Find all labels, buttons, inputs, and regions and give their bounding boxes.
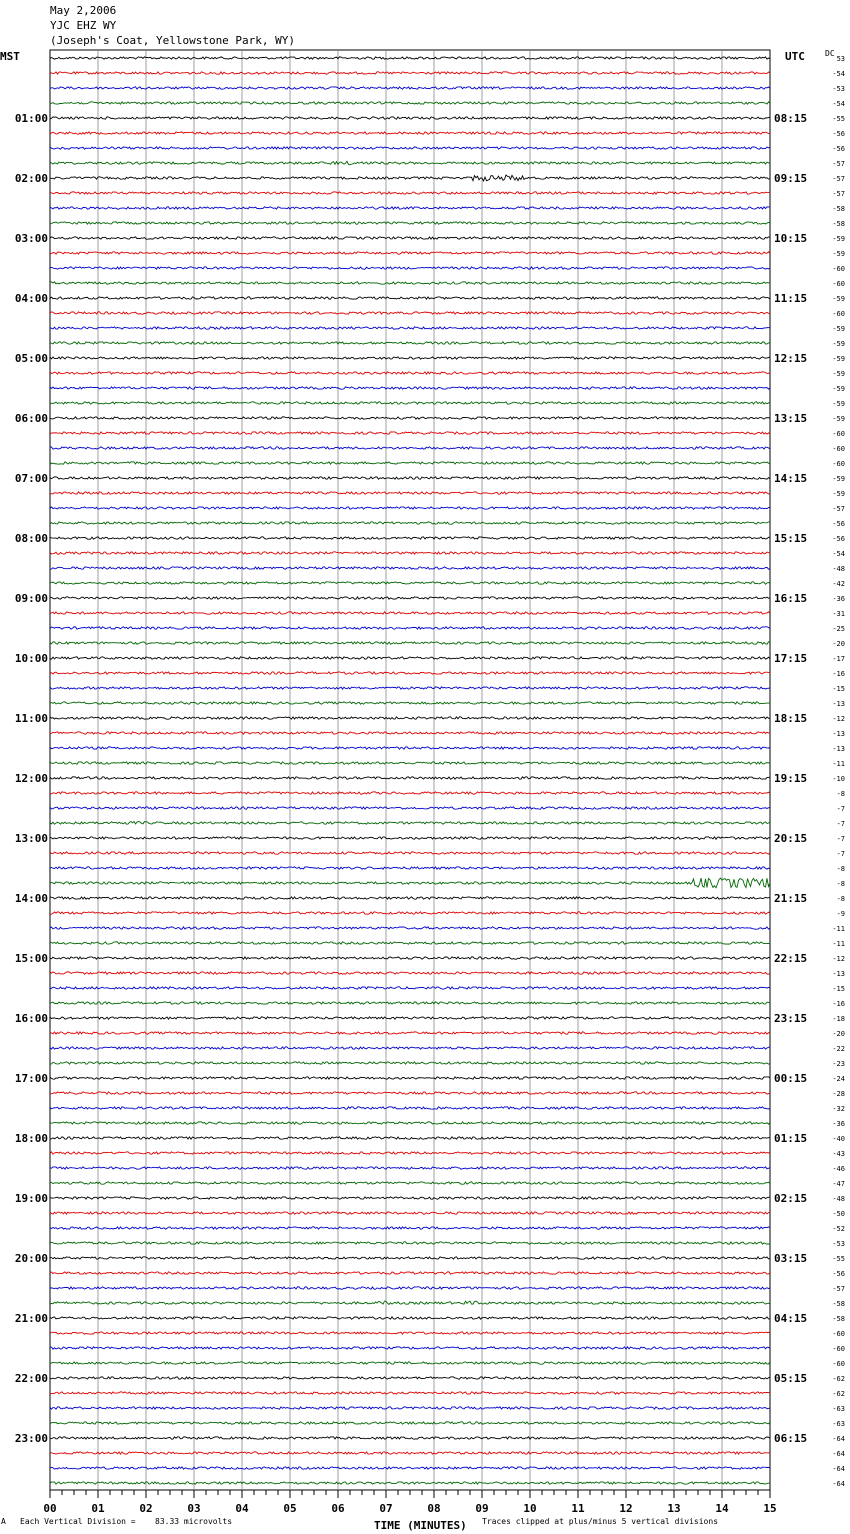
trace-line bbox=[50, 57, 770, 59]
trace-line bbox=[50, 702, 770, 704]
x-tick-label: 06 bbox=[331, 1502, 345, 1515]
trace-line bbox=[50, 1122, 770, 1124]
station-code: YJC EHZ WY bbox=[50, 19, 117, 32]
dc-offset-label: -16 bbox=[832, 1000, 845, 1008]
trace-line bbox=[50, 372, 770, 374]
hour-label-right: 19:15 bbox=[774, 772, 808, 785]
trace-line bbox=[50, 297, 770, 300]
trace-line bbox=[50, 357, 770, 359]
trace-line bbox=[50, 161, 770, 164]
hour-label-left: 11:00 bbox=[14, 712, 48, 725]
trace-line bbox=[50, 1182, 770, 1184]
trace-line bbox=[50, 717, 770, 719]
dc-offset-label: -58 bbox=[832, 220, 845, 228]
dc-offset-label: -40 bbox=[832, 1135, 845, 1143]
trace-line bbox=[50, 897, 770, 899]
trace-line bbox=[50, 207, 770, 209]
dc-offset-label: -59 bbox=[832, 295, 845, 303]
dc-offset-label: -56 bbox=[832, 145, 845, 153]
trace-line bbox=[50, 175, 770, 181]
dc-offset-label: -47 bbox=[832, 1180, 845, 1188]
dc-offset-label: -59 bbox=[832, 250, 845, 258]
dc-offset-label: -31 bbox=[832, 610, 845, 618]
dc-offset-label: -62 bbox=[832, 1390, 845, 1398]
trace-line bbox=[50, 1212, 770, 1214]
trace-line bbox=[50, 821, 770, 824]
hour-label-right: 01:15 bbox=[774, 1132, 808, 1145]
trace-line bbox=[50, 807, 770, 809]
dc-offset-label: -13 bbox=[832, 700, 845, 708]
dc-offset-label: -64 bbox=[832, 1450, 845, 1458]
trace-line bbox=[50, 1482, 770, 1484]
x-tick-label: 14 bbox=[715, 1502, 729, 1515]
dc-offset-label: -57 bbox=[832, 190, 845, 198]
dc-offset-label: -59 bbox=[832, 385, 845, 393]
hour-label-left: 08:00 bbox=[14, 532, 48, 545]
trace-line bbox=[50, 72, 770, 74]
dc-offset-label: -59 bbox=[832, 370, 845, 378]
dc-offset-label: -54 bbox=[832, 70, 845, 78]
dc-offset-label: -15 bbox=[832, 985, 845, 993]
trace-line bbox=[50, 1167, 770, 1169]
dc-offset-label: -43 bbox=[832, 1150, 845, 1158]
right-timezone-label: UTC bbox=[785, 50, 805, 63]
dc-offset-label: -48 bbox=[832, 565, 845, 573]
dc-offset-label: -60 bbox=[832, 1330, 845, 1338]
dc-offset-label: -18 bbox=[832, 1015, 845, 1023]
dc-offset-label: -60 bbox=[832, 1345, 845, 1353]
dc-offset-label: -63 bbox=[832, 1405, 845, 1413]
trace-line bbox=[50, 852, 770, 854]
trace-line bbox=[50, 462, 770, 464]
hour-label-right: 15:15 bbox=[774, 532, 808, 545]
dc-offset-label: -60 bbox=[832, 460, 845, 468]
trace-line bbox=[50, 792, 770, 794]
dc-offset-label: -28 bbox=[832, 1090, 845, 1098]
hour-label-left: 13:00 bbox=[14, 832, 48, 845]
hour-label-right: 11:15 bbox=[774, 292, 808, 305]
trace-line bbox=[50, 1467, 770, 1469]
x-tick-label: 09 bbox=[475, 1502, 489, 1515]
trace-line bbox=[50, 1227, 770, 1229]
trace-line bbox=[50, 1422, 770, 1424]
x-axis-title: TIME (MINUTES) bbox=[374, 1519, 467, 1532]
dc-offset-label: -57 bbox=[832, 505, 845, 513]
trace-line bbox=[50, 1317, 770, 1319]
trace-line bbox=[50, 687, 770, 689]
x-tick-label: 08 bbox=[427, 1502, 441, 1515]
hour-label-left: 16:00 bbox=[14, 1012, 48, 1025]
dc-offset-label: -60 bbox=[832, 280, 845, 288]
trace-line bbox=[50, 1287, 770, 1289]
hour-label-right: 14:15 bbox=[774, 472, 808, 485]
trace-line bbox=[50, 477, 770, 479]
hour-label-right: 06:15 bbox=[774, 1432, 808, 1445]
left-timezone-label: MST bbox=[0, 50, 20, 63]
dc-offset-label: -62 bbox=[832, 1375, 845, 1383]
hour-label-left: 01:00 bbox=[14, 112, 48, 125]
dc-offset-label: -11 bbox=[832, 925, 845, 933]
trace-line bbox=[50, 387, 770, 389]
hour-label-right: 00:15 bbox=[774, 1072, 808, 1085]
dc-offset-label: -57 bbox=[832, 1285, 845, 1293]
dc-offset-label: -20 bbox=[832, 1030, 845, 1038]
x-tick-label: 03 bbox=[187, 1502, 201, 1515]
dc-offset-label: 53 bbox=[836, 55, 845, 63]
dc-offset-label: -59 bbox=[832, 325, 845, 333]
hour-label-left: 05:00 bbox=[14, 352, 48, 365]
dc-offset-label: -10 bbox=[832, 775, 845, 783]
x-tick-label: 05 bbox=[283, 1502, 297, 1515]
dc-offset-label: -56 bbox=[832, 1270, 845, 1278]
trace-line bbox=[50, 1347, 770, 1349]
dc-offset-label: -59 bbox=[832, 475, 845, 483]
hour-label-right: 20:15 bbox=[774, 832, 808, 845]
dc-offset-label: -46 bbox=[832, 1165, 845, 1173]
dc-offset-label: -50 bbox=[832, 1210, 845, 1218]
hour-label-left: 21:00 bbox=[14, 1312, 48, 1325]
dc-offset-label: -64 bbox=[832, 1480, 845, 1488]
dc-offset-label: -58 bbox=[832, 1300, 845, 1308]
dc-offset-label: -15 bbox=[832, 685, 845, 693]
hour-label-right: 23:15 bbox=[774, 1012, 808, 1025]
hour-label-left: 23:00 bbox=[14, 1432, 48, 1445]
hour-label-right: 22:15 bbox=[774, 952, 808, 965]
dc-offset-label: -59 bbox=[832, 400, 845, 408]
trace-line bbox=[50, 402, 770, 404]
hour-label-left: 20:00 bbox=[14, 1252, 48, 1265]
dc-offset-label: -59 bbox=[832, 355, 845, 363]
dc-offset-label: -59 bbox=[832, 415, 845, 423]
hour-label-right: 21:15 bbox=[774, 892, 808, 905]
dc-offset-label: -16 bbox=[832, 670, 845, 678]
trace-line bbox=[50, 732, 770, 734]
dc-offset-label: -60 bbox=[832, 310, 845, 318]
x-tick-label: 11 bbox=[571, 1502, 585, 1515]
trace-line bbox=[50, 507, 770, 509]
dc-offset-label: -12 bbox=[832, 715, 845, 723]
trace-line bbox=[50, 432, 770, 434]
trace-line bbox=[50, 552, 770, 554]
dc-offset-label: -17 bbox=[832, 655, 845, 663]
dc-offset-label: -13 bbox=[832, 970, 845, 978]
trace-line bbox=[50, 492, 770, 494]
trace-line bbox=[50, 1092, 770, 1094]
dc-offset-label: -8 bbox=[836, 790, 845, 798]
dc-offset-label: -24 bbox=[832, 1075, 845, 1083]
dc-offset-label: -7 bbox=[836, 805, 845, 813]
hour-label-right: 02:15 bbox=[774, 1192, 808, 1205]
scale-value: 83.33 microvolts bbox=[155, 1517, 233, 1526]
dc-offset-label: -54 bbox=[832, 100, 845, 108]
trace-line bbox=[50, 1452, 770, 1454]
x-tick-label: 00 bbox=[43, 1502, 57, 1515]
dc-offset-label: -59 bbox=[832, 340, 845, 348]
trace-line bbox=[50, 1332, 770, 1334]
trace-line bbox=[50, 1077, 770, 1079]
dc-offset-label: -53 bbox=[832, 1240, 845, 1248]
trace-line bbox=[50, 942, 770, 944]
trace-line bbox=[50, 132, 770, 134]
trace-line bbox=[50, 447, 770, 449]
dc-offset-label: -36 bbox=[832, 1120, 845, 1128]
trace-line bbox=[50, 237, 770, 239]
dc-offset-label: -52 bbox=[832, 1225, 845, 1233]
trace-line bbox=[50, 1272, 770, 1274]
hour-label-right: 09:15 bbox=[774, 172, 808, 185]
trace-line bbox=[50, 777, 770, 779]
dc-offset-label: -48 bbox=[832, 1195, 845, 1203]
dc-offset-label: -58 bbox=[832, 205, 845, 213]
dc-offset-label: -13 bbox=[832, 730, 845, 738]
dc-offset-label: -55 bbox=[832, 1255, 845, 1263]
dc-offset-label: -13 bbox=[832, 745, 845, 753]
dc-offset-label: -22 bbox=[832, 1045, 845, 1053]
trace-line bbox=[50, 878, 770, 888]
trace-line bbox=[50, 1362, 770, 1364]
trace-line bbox=[50, 342, 770, 344]
x-tick-label: 10 bbox=[523, 1502, 537, 1515]
dc-offset-label: -25 bbox=[832, 625, 845, 633]
hour-label-left: 02:00 bbox=[14, 172, 48, 185]
clip-note: Traces clipped at plus/minus 5 vertical divisions bbox=[482, 1517, 719, 1526]
dc-offset-label: -7 bbox=[836, 850, 845, 858]
trace-line bbox=[50, 522, 770, 524]
trace-line bbox=[50, 1257, 770, 1259]
trace-line bbox=[50, 927, 770, 929]
trace-line bbox=[50, 1301, 770, 1304]
dc-offset-label: -23 bbox=[832, 1060, 845, 1068]
x-tick-label: 02 bbox=[139, 1502, 153, 1515]
trace-line bbox=[50, 327, 770, 329]
x-tick-label: 04 bbox=[235, 1502, 249, 1515]
trace-line bbox=[50, 252, 770, 254]
trace-line bbox=[50, 312, 770, 314]
dc-offset-label: -8 bbox=[836, 880, 845, 888]
dc-offset-label: -9 bbox=[836, 910, 845, 918]
dc-offset-label: -54 bbox=[832, 550, 845, 558]
trace-line bbox=[50, 1017, 770, 1019]
dc-offset-label: -7 bbox=[836, 835, 845, 843]
trace-line bbox=[50, 1407, 770, 1409]
hour-label-left: 15:00 bbox=[14, 952, 48, 965]
dc-offset-label: -64 bbox=[832, 1435, 845, 1443]
trace-line bbox=[50, 642, 770, 644]
dc-offset-label: -56 bbox=[832, 535, 845, 543]
trace-line bbox=[50, 1437, 770, 1439]
dc-offset-label: -57 bbox=[832, 160, 845, 168]
dc-offset-label: -64 bbox=[832, 1465, 845, 1473]
trace-line bbox=[50, 972, 770, 974]
dc-offset-label: -32 bbox=[832, 1105, 845, 1113]
dc-offset-label: -57 bbox=[832, 175, 845, 183]
trace-line bbox=[50, 1152, 770, 1154]
trace-line bbox=[50, 1197, 770, 1199]
hour-label-left: 04:00 bbox=[14, 292, 48, 305]
trace-line bbox=[50, 837, 770, 840]
trace-line bbox=[50, 957, 770, 959]
hour-label-left: 14:00 bbox=[14, 892, 48, 905]
trace-line bbox=[50, 597, 770, 599]
dc-offset-label: -8 bbox=[836, 895, 845, 903]
trace-line bbox=[50, 1137, 770, 1139]
dc-offset-label: -42 bbox=[832, 580, 845, 588]
dc-offset-label: -55 bbox=[832, 115, 845, 123]
trace-line bbox=[50, 567, 770, 569]
trace-line bbox=[50, 417, 770, 419]
hour-label-left: 17:00 bbox=[14, 1072, 48, 1085]
trace-line bbox=[50, 1242, 770, 1244]
trace-line bbox=[50, 267, 770, 269]
dc-offset-label: -59 bbox=[832, 490, 845, 498]
trace-line bbox=[50, 222, 770, 224]
plot-frame bbox=[50, 50, 770, 1490]
trace-line bbox=[50, 1392, 770, 1394]
trace-line bbox=[50, 1377, 770, 1379]
trace-line bbox=[50, 912, 770, 914]
hour-label-left: 10:00 bbox=[14, 652, 48, 665]
trace-line bbox=[50, 192, 770, 194]
hour-label-left: 03:00 bbox=[14, 232, 48, 245]
hour-label-right: 04:15 bbox=[774, 1312, 808, 1325]
plot-date: May 2,2006 bbox=[50, 4, 117, 17]
dc-offset-label: -56 bbox=[832, 130, 845, 138]
trace-line bbox=[50, 747, 770, 749]
dc-offset-label: -8 bbox=[836, 865, 845, 873]
scale-prefix: Each Vertical Division = bbox=[20, 1517, 136, 1526]
hour-label-left: 07:00 bbox=[14, 472, 48, 485]
dc-offset-label: -63 bbox=[832, 1420, 845, 1428]
dc-offset-label: -11 bbox=[832, 940, 845, 948]
trace-line bbox=[50, 537, 770, 539]
hour-label-right: 16:15 bbox=[774, 592, 808, 605]
dc-offset-header: DC bbox=[825, 49, 835, 58]
x-tick-label: 07 bbox=[379, 1502, 393, 1515]
trace-line bbox=[50, 1002, 770, 1004]
hour-label-left: 06:00 bbox=[14, 412, 48, 425]
station-location: (Joseph's Coat, Yellowstone Park, WY) bbox=[50, 34, 296, 47]
trace-line bbox=[50, 867, 770, 869]
hour-label-right: 10:15 bbox=[774, 232, 808, 245]
hour-label-left: 19:00 bbox=[14, 1192, 48, 1205]
dc-offset-label: -60 bbox=[832, 445, 845, 453]
x-tick-label: 12 bbox=[619, 1502, 633, 1515]
dc-offset-label: -60 bbox=[832, 1360, 845, 1368]
trace-line bbox=[50, 117, 770, 119]
trace-line bbox=[50, 1047, 770, 1049]
hour-label-right: 03:15 bbox=[774, 1252, 808, 1265]
dc-offset-label: -11 bbox=[832, 760, 845, 768]
trace-line bbox=[50, 1107, 770, 1109]
trace-line bbox=[50, 987, 770, 989]
hour-label-left: 18:00 bbox=[14, 1132, 48, 1145]
dc-offset-label: -36 bbox=[832, 595, 845, 603]
x-tick-label: 15 bbox=[763, 1502, 777, 1515]
trace-line bbox=[50, 1062, 770, 1064]
dc-offset-label: -12 bbox=[832, 955, 845, 963]
x-tick-label: 01 bbox=[91, 1502, 105, 1515]
trace-line bbox=[50, 147, 770, 149]
trace-line bbox=[50, 612, 770, 614]
dc-offset-label: -53 bbox=[832, 85, 845, 93]
corner-mark: A bbox=[1, 1517, 6, 1526]
trace-line bbox=[50, 1032, 770, 1034]
hour-label-right: 13:15 bbox=[774, 412, 808, 425]
trace-line bbox=[50, 282, 770, 284]
dc-offset-label: -7 bbox=[836, 820, 845, 828]
dc-offset-label: -59 bbox=[832, 235, 845, 243]
dc-offset-label: -60 bbox=[832, 430, 845, 438]
hour-label-right: 08:15 bbox=[774, 112, 808, 125]
trace-line bbox=[50, 762, 770, 764]
trace-line bbox=[50, 657, 770, 659]
dc-offset-label: -20 bbox=[832, 640, 845, 648]
trace-line bbox=[50, 627, 770, 629]
hour-label-left: 12:00 bbox=[14, 772, 48, 785]
trace-line bbox=[50, 582, 770, 584]
dc-offset-label: -56 bbox=[832, 520, 845, 528]
trace-line bbox=[50, 87, 770, 89]
hour-label-right: 17:15 bbox=[774, 652, 808, 665]
trace-line bbox=[50, 102, 770, 104]
hour-label-left: 22:00 bbox=[14, 1372, 48, 1385]
x-tick-label: 13 bbox=[667, 1502, 681, 1515]
hour-label-left: 09:00 bbox=[14, 592, 48, 605]
dc-offset-label: -58 bbox=[832, 1315, 845, 1323]
hour-label-right: 05:15 bbox=[774, 1372, 808, 1385]
hour-label-right: 12:15 bbox=[774, 352, 808, 365]
dc-offset-label: -60 bbox=[832, 265, 845, 273]
trace-line bbox=[50, 672, 770, 674]
hour-label-right: 18:15 bbox=[774, 712, 808, 725]
